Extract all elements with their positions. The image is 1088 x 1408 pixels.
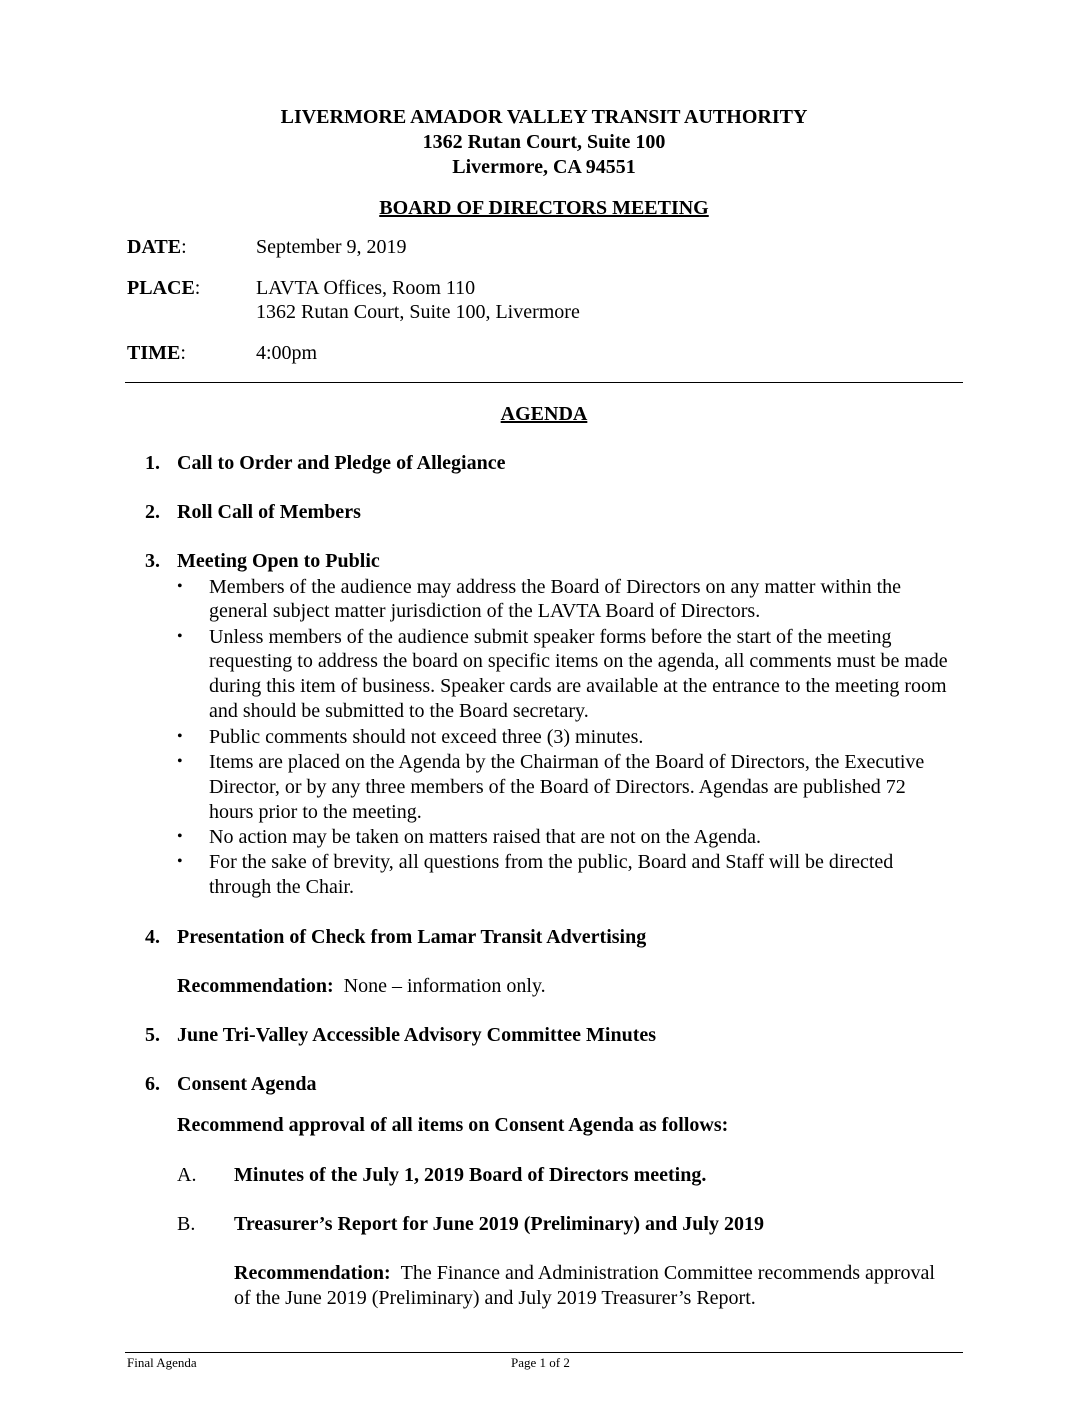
place-colon: : <box>194 277 201 299</box>
bullet-4-icon: • <box>177 753 183 770</box>
bullet-2-line-4: and should be submitted to the Board secretary. <box>209 700 589 722</box>
item-6-title: Consent Agenda <box>177 1073 317 1095</box>
place-line-2: 1362 Rutan Court, Suite 100, Livermore <box>256 301 580 323</box>
bullet-6-icon: • <box>177 853 183 870</box>
sub-b-rec-line-2: of the June 2019 (Preliminary) and July 2019 Treasurer’s Report. <box>234 1287 756 1309</box>
header-divider <box>125 382 963 383</box>
item-1-title: Call to Order and Pledge of Allegiance <box>177 452 506 474</box>
date-label: DATE <box>127 236 182 258</box>
date-value: September 9, 2019 <box>256 236 407 258</box>
footer-divider <box>125 1352 963 1353</box>
bullet-1-line-1: Members of the audience may address the Board of Directors on any matter within the <box>209 576 902 598</box>
bullet-4-line-2: Director, or by any three members of the Board of Directors. Agendas are published 72 <box>209 776 906 798</box>
org-name: LIVERMORE AMADOR VALLEY TRANSIT AUTHORITY <box>280 106 808 128</box>
sub-b-rec-label: Recommendation: <box>234 1262 391 1284</box>
place-label-row <box>127 277 200 300</box>
time-label-row <box>127 342 186 365</box>
item-1-number: 1. <box>145 452 160 474</box>
item-5-number: 5. <box>145 1024 160 1046</box>
bullet-6-line-1: For the sake of brevity, all questions from the public, Board and Staff will be directed <box>209 851 894 873</box>
item-5-title: June Tri-Valley Accessible Advisory Committee Minutes <box>177 1024 657 1046</box>
date-label-row <box>127 236 187 259</box>
item-4-title: Presentation of Check from Lamar Transit Advertising <box>177 926 647 948</box>
bullet-5-line-1: No action may be taken on matters raised that are not on the Agenda. <box>209 826 762 848</box>
consent-intro: Recommend approval of all items on Consent Agenda as follows: <box>177 1114 729 1136</box>
bullet-3-icon: • <box>177 728 183 745</box>
item-6-number: 6. <box>145 1073 160 1095</box>
item-4-number: 4. <box>145 926 160 948</box>
item-3-number: 3. <box>145 550 160 572</box>
date-colon: : <box>181 236 187 258</box>
footer-page-number: Page 1 of 2 <box>511 1355 570 1370</box>
bullet-4-line-3: hours prior to the meeting. <box>209 801 422 823</box>
sub-b-letter: B. <box>177 1213 196 1235</box>
place-line-1: LAVTA Offices, Room 110 <box>256 277 476 299</box>
item-3-title: Meeting Open to Public <box>177 550 380 572</box>
sub-a-letter: A. <box>177 1164 197 1186</box>
item-2-number: 2. <box>145 501 160 523</box>
bullet-1-line-2: general subject matter jurisdiction of the LAVTA Board of Directors. <box>209 600 761 622</box>
bullet-6-line-2: through the Chair. <box>209 876 354 898</box>
bullet-2-line-2: requesting to address the board on specific items on the agenda, all comments must be made <box>209 650 948 672</box>
item-4-recommendation <box>177 975 546 998</box>
item-4-rec-text: None – information only. <box>343 975 546 997</box>
bullet-4-line-1: Items are placed on the Agenda by the Chairman of the Board of Directors, the Executive <box>209 751 925 773</box>
sub-a-title: Minutes of the July 1, 2019 Board of Directors meeting. <box>234 1164 707 1186</box>
sub-b-rec-line-1: The Finance and Administration Committee recommends approval <box>400 1262 935 1284</box>
bullet-1-icon: • <box>177 578 183 595</box>
item-4-rec-label: Recommendation: <box>177 975 334 997</box>
time-colon: : <box>180 342 186 364</box>
org-address: 1362 Rutan Court, Suite 100 <box>422 131 666 153</box>
agenda-title: AGENDA <box>500 403 588 425</box>
sub-b-title: Treasurer’s Report for June 2019 (Preliminary) and July 2019 <box>234 1213 764 1235</box>
footer-left: Final Agenda <box>127 1355 197 1370</box>
meeting-title: BOARD OF DIRECTORS MEETING <box>379 197 709 219</box>
place-label: PLACE <box>127 277 195 299</box>
sub-b-recommendation-line-1 <box>234 1262 935 1285</box>
item-2-title: Roll Call of Members <box>177 501 361 523</box>
bullet-2-icon: • <box>177 628 183 645</box>
org-city: Livermore, CA 94551 <box>452 156 636 178</box>
bullet-3-line-1: Public comments should not exceed three (3) minutes. <box>209 726 644 748</box>
bullet-2-line-3: during this item of business. Speaker cards are available at the entrance to the meeting room <box>209 675 947 697</box>
bullet-2-line-1: Unless members of the audience submit speaker forms before the start of the meeting <box>209 626 892 648</box>
time-value: 4:00pm <box>256 342 318 364</box>
time-label: TIME <box>127 342 181 364</box>
bullet-5-icon: • <box>177 828 183 845</box>
